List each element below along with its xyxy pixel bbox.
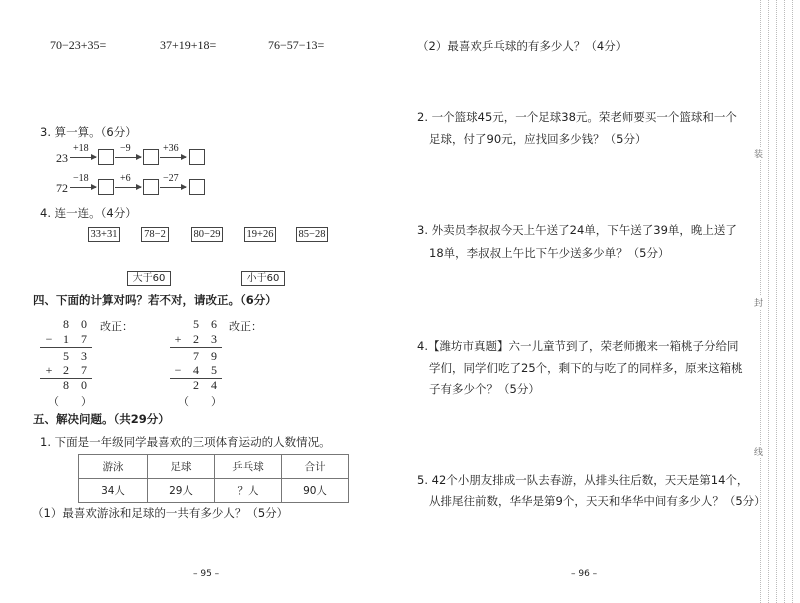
question-5-line-2: 从排尾往前数，华华是第9个，天天和华华中间有多少人？（5分）	[429, 494, 766, 508]
target-greater-60[interactable]: 大于60	[127, 271, 171, 286]
chain1-op1: +18	[73, 143, 89, 154]
table-cell: ？人	[215, 479, 282, 503]
answer-box[interactable]	[189, 179, 205, 195]
equation-1: 70−23+35=	[50, 38, 107, 52]
correction-label: 改正：	[229, 320, 262, 333]
dotted-line	[784, 0, 785, 603]
target-less-60[interactable]: 小于60	[241, 271, 285, 286]
question-5-line-1: 5. 42个小朋友排成一队去春游，从排头往后数，天天是第14个，	[417, 473, 749, 487]
digit: 4	[193, 363, 199, 377]
digit: 0	[81, 317, 87, 331]
sports-table	[78, 454, 349, 503]
table-header: 乒乓球	[215, 455, 282, 479]
expression-box[interactable]: 85−28	[296, 227, 328, 242]
chain2-op3: −27	[163, 173, 179, 184]
q3-title: 3. 算一算。（6分）	[40, 125, 137, 139]
chain1-op3: +36	[163, 143, 179, 154]
operator: +	[45, 363, 53, 377]
judgement-paren[interactable]: （ ）	[178, 395, 222, 408]
arrow-icon	[160, 187, 186, 188]
chain2-op2: +6	[120, 173, 131, 184]
judgement-paren[interactable]: （ ）	[48, 395, 92, 408]
digit: 3	[211, 332, 217, 346]
chain2-start: 72	[56, 181, 68, 195]
digit: 8	[63, 317, 69, 331]
question-4-line-1: 4.【潍坊市真题】六一儿童节到了，荣老师搬来一箱桃子分给同	[417, 339, 739, 353]
question-2-line-2: 足球，付了90元，应找回多少钱？（5分）	[429, 132, 647, 146]
expression-box[interactable]: 78−2	[141, 227, 169, 242]
digit: 6	[211, 317, 217, 331]
expression-box[interactable]: 19+26	[244, 227, 276, 242]
s5-sub-question-1: （1）最喜欢游泳和足球的一共有多少人？（5分）	[32, 506, 289, 520]
answer-box[interactable]	[98, 149, 114, 165]
section4-title: 四、下面的计算对吗？若不对，请改正。（6分）	[33, 293, 277, 307]
operator: +	[174, 332, 182, 346]
s5-sub-question-2: （2）最喜欢乒乓球的有多少人？（4分）	[417, 39, 628, 53]
operator: −	[45, 332, 53, 346]
table-row	[79, 455, 349, 479]
question-2-line-1: 2. 一个篮球45元，一个足球38元。荣老师要买一个篮球和一个	[417, 110, 737, 124]
digit: 8	[63, 378, 69, 392]
arrow-icon	[70, 157, 96, 158]
answer-box[interactable]	[189, 149, 205, 165]
digit: 0	[81, 378, 87, 392]
margin-char: 线	[754, 445, 763, 458]
digit: 3	[81, 349, 87, 363]
dotted-line	[776, 0, 777, 603]
binding-margin	[754, 0, 800, 603]
equation-3: 76−57−13=	[268, 38, 325, 52]
equation-2: 37+19+18=	[160, 38, 217, 52]
chain2-op1: −18	[73, 173, 89, 184]
question-4-line-2: 学们，同学们吃了25个，剩下的与吃了的同样多，原来这箱桃	[429, 361, 743, 375]
question-3-line-1: 3. 外卖员李叔叔今天上午送了24单，下午送了39单，晚上送了	[417, 223, 737, 237]
table-row	[79, 479, 349, 503]
digit: 7	[81, 332, 87, 346]
dotted-line	[792, 0, 793, 603]
arrow-icon	[70, 187, 96, 188]
digit: 7	[81, 363, 87, 377]
digit: 2	[193, 332, 199, 346]
digit: 5	[63, 349, 69, 363]
answer-box[interactable]	[143, 179, 159, 195]
correction-label: 改正：	[100, 320, 133, 333]
table-cell: 29人	[148, 479, 215, 503]
calc-line	[40, 347, 92, 348]
chain1-op2: −9	[120, 143, 131, 154]
digit: 5	[211, 363, 217, 377]
chain1-start: 23	[56, 151, 68, 165]
table-header: 合计	[282, 455, 349, 479]
digit: 4	[211, 378, 217, 392]
section5-title: 五、解决问题。（共29分）	[33, 412, 170, 426]
digit: 5	[193, 317, 199, 331]
s5-question-1: 1. 下面是一年级同学最喜欢的三项体育运动的人数情况。	[40, 435, 331, 449]
margin-char: 封	[754, 296, 763, 309]
answer-box[interactable]	[98, 179, 114, 195]
arrow-icon	[115, 187, 141, 188]
digit: 2	[63, 363, 69, 377]
table-cell: 90人	[282, 479, 349, 503]
page-number-right: – 96 –	[571, 569, 598, 579]
answer-box[interactable]	[143, 149, 159, 165]
table-header: 足球	[148, 455, 215, 479]
table-header: 游泳	[79, 455, 148, 479]
expression-box[interactable]: 80−29	[191, 227, 223, 242]
calc-line	[170, 347, 222, 348]
digit: 7	[193, 349, 199, 363]
digit: 1	[63, 332, 69, 346]
table-cell: 34人	[79, 479, 148, 503]
margin-char: 装	[754, 147, 763, 160]
dotted-line	[768, 0, 769, 603]
digit: 9	[211, 349, 217, 363]
expression-box[interactable]: 33+31	[88, 227, 120, 242]
operator: −	[174, 363, 182, 377]
question-4-line-3: 子有多少个？（5分）	[429, 382, 540, 396]
digit: 2	[193, 378, 199, 392]
arrow-icon	[115, 157, 141, 158]
arrow-icon	[160, 157, 186, 158]
q4-title: 4. 连一连。（4分）	[40, 206, 137, 220]
page-number-left: – 95 –	[193, 569, 220, 579]
question-3-line-2: 18单，李叔叔上午比下午少送多少单？（5分）	[429, 246, 670, 260]
